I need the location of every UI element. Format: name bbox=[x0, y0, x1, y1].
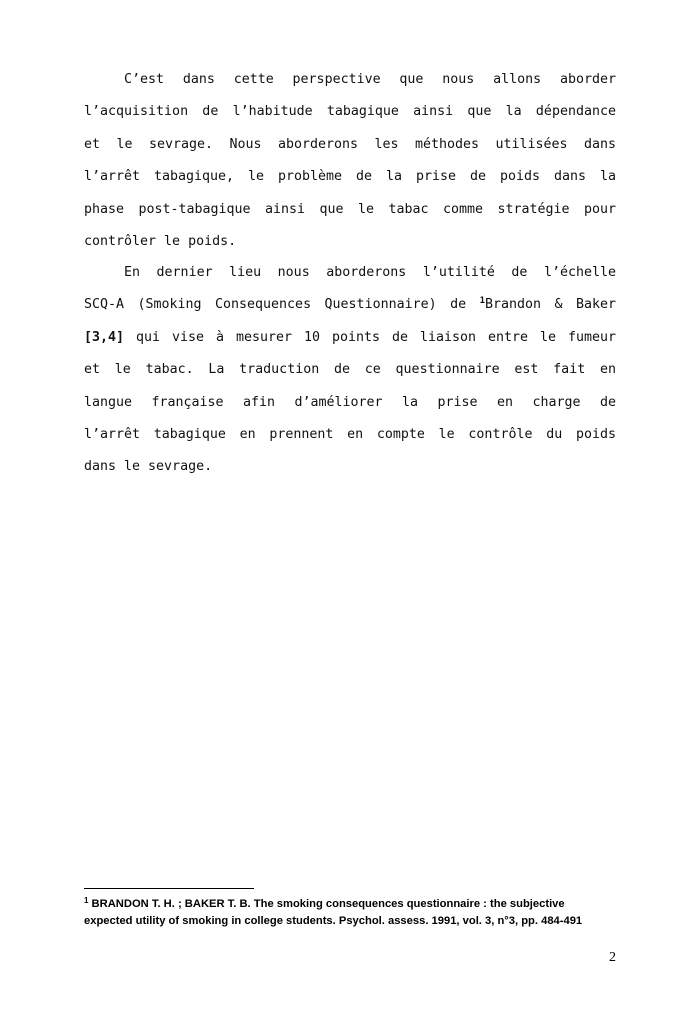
footnote-marker: 1 bbox=[479, 296, 485, 307]
citation-ref: [3,4] bbox=[84, 329, 125, 345]
paragraph-line: contrôler le poids. bbox=[84, 233, 237, 249]
footnote bbox=[84, 896, 616, 930]
footnote-text: BRANDON T. H. ; BAKER T. B. The smoking consequences questionnaire : the subjective bbox=[88, 898, 565, 910]
paragraph-line bbox=[84, 322, 616, 354]
paragraph-line: l’arrêt tabagique en prennent en compte le contrôle du poids bbox=[84, 426, 616, 442]
footnote-marker: 1 bbox=[84, 896, 89, 905]
paragraph-line: C’est dans cette perspective que nous allons aborder bbox=[124, 72, 616, 87]
line-text: qui vise à mesurer 10 points de liaison entre le fumeur bbox=[124, 329, 616, 345]
paragraph-line: et le tabac. La traduction de ce questionnaire est fait en bbox=[84, 362, 616, 378]
paragraph-line: dans le sevrage. bbox=[84, 459, 213, 475]
paragraph-line: phase post-tabagique ainsi que le tabac comme stratégie pour bbox=[84, 201, 616, 217]
paragraph-line: et le sevrage. Nous aborderons les méthodes utilisées dans bbox=[84, 136, 616, 152]
paragraph-scq bbox=[84, 257, 616, 484]
line-text: SCQ-A (Smoking Consequences Questionnaire) de bbox=[84, 297, 480, 313]
paragraph-intro bbox=[84, 64, 616, 258]
paragraph-line bbox=[84, 289, 616, 321]
page-number: 2 bbox=[609, 950, 616, 965]
footnote-separator bbox=[84, 888, 254, 889]
paragraph-line: l’acquisition de l’habitude tabagique ainsi que la dépendance bbox=[84, 104, 616, 120]
footnote-line: expected utility of smoking in college students. Psychol. assess. 1991, vol. 3, n°3, pp. 484-491 bbox=[84, 915, 583, 927]
paragraph-line: langue française afin d’améliorer la prise en charge de bbox=[84, 394, 616, 410]
footnote-line bbox=[84, 896, 616, 913]
paragraph-line: En dernier lieu nous aborderons l’utilité de l’échelle bbox=[124, 265, 616, 280]
paragraph-line: l’arrêt tabagique, le problème de la prise de poids dans la bbox=[84, 169, 616, 185]
line-text: Brandon & Baker bbox=[484, 297, 616, 313]
